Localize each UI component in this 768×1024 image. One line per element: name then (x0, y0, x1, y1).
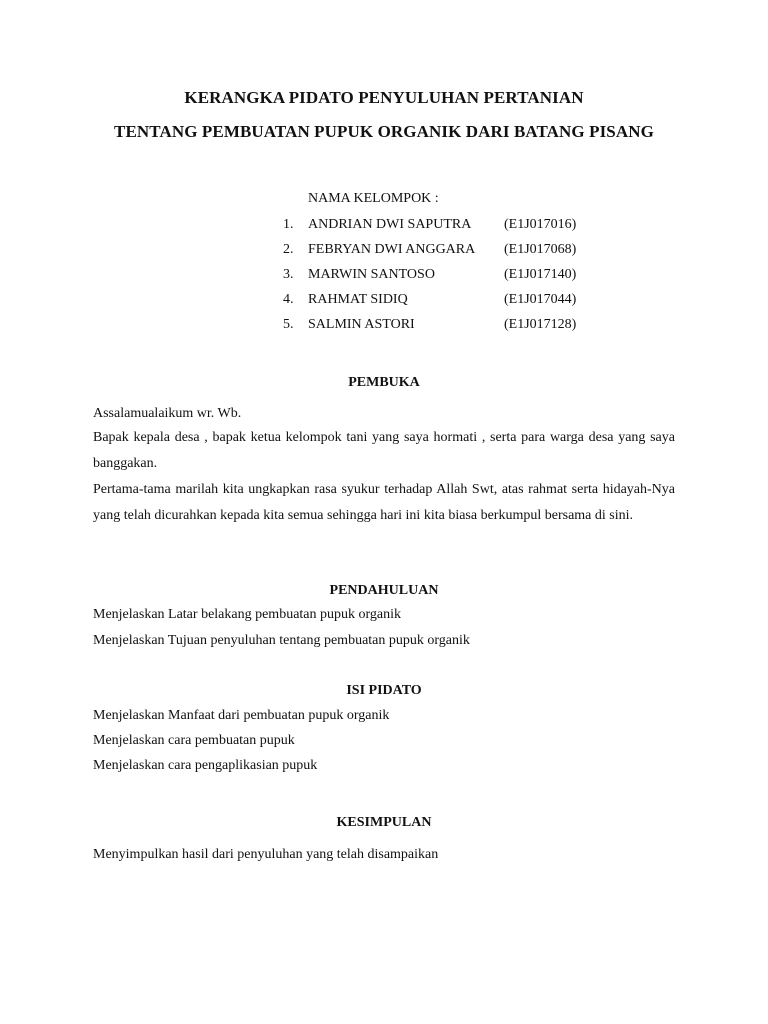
list-item: Menjelaskan cara pengaplikasian pupuk (93, 758, 318, 773)
document-subtitle: TENTANG PEMBUATAN PUPUK ORGANIK DARI BATANG PISANG (114, 122, 654, 141)
member-name: RAHMAT SIDIQ (308, 292, 408, 307)
member-name: FEBRYAN DWI ANGGARA (308, 242, 476, 257)
member-number: 3. (283, 267, 294, 282)
list-item: Menyimpulkan hasil dari penyuluhan yang telah disampaikan (93, 847, 439, 862)
list-item: Menjelaskan Manfaat dari pembuatan pupuk organik (93, 708, 390, 723)
member-name: ANDRIAN DWI SAPUTRA (308, 217, 472, 232)
member-id: (E1J017016) (504, 217, 577, 232)
list-item: Menjelaskan cara pembuatan pupuk (93, 733, 295, 748)
member-id: (E1J017068) (504, 242, 577, 257)
member-number: 5. (283, 317, 294, 332)
member-name: MARWIN SANTOSO (308, 267, 435, 282)
section-heading-kesimpulan: KESIMPULAN (336, 815, 432, 830)
section-heading-isi-pidato: ISI PIDATO (346, 683, 422, 698)
member-id: (E1J017140) (504, 267, 577, 282)
document-title: KERANGKA PIDATO PENYULUHAN PERTANIAN (184, 88, 584, 107)
member-number: 4. (283, 292, 294, 307)
opening-paragraph-1: Bapak kepala desa , bapak ketua kelompok tani yang saya hormati , serta para warga desa yang saya banggakan. (93, 430, 675, 471)
opening-paragraph-2: Pertama-tama marilah kita ungkapkan rasa syukur terhadap Allah Swt, atas rahmat serta hidayah-Nya yang telah dicurahkan kepada kita semua sehingga hari ini kita biasa berkumpul bersama di sini. (93, 482, 675, 523)
list-item: Menjelaskan Tujuan penyuluhan tentang pembuatan pupuk organik (93, 633, 470, 648)
member-number: 1. (283, 217, 294, 232)
group-label: NAMA KELOMPOK : (308, 191, 439, 206)
member-number: 2. (283, 242, 294, 257)
section-heading-pendahuluan: PENDAHULUAN (329, 583, 439, 598)
member-id: (E1J017128) (504, 317, 577, 332)
member-name: SALMIN ASTORI (308, 317, 415, 332)
list-item: Menjelaskan Latar belakang pembuatan pupuk organik (93, 607, 402, 622)
member-id: (E1J017044) (504, 292, 577, 307)
section-heading-pembuka: PEMBUKA (348, 375, 420, 390)
greeting-text: Assalamualaikum wr. Wb. (93, 406, 242, 421)
